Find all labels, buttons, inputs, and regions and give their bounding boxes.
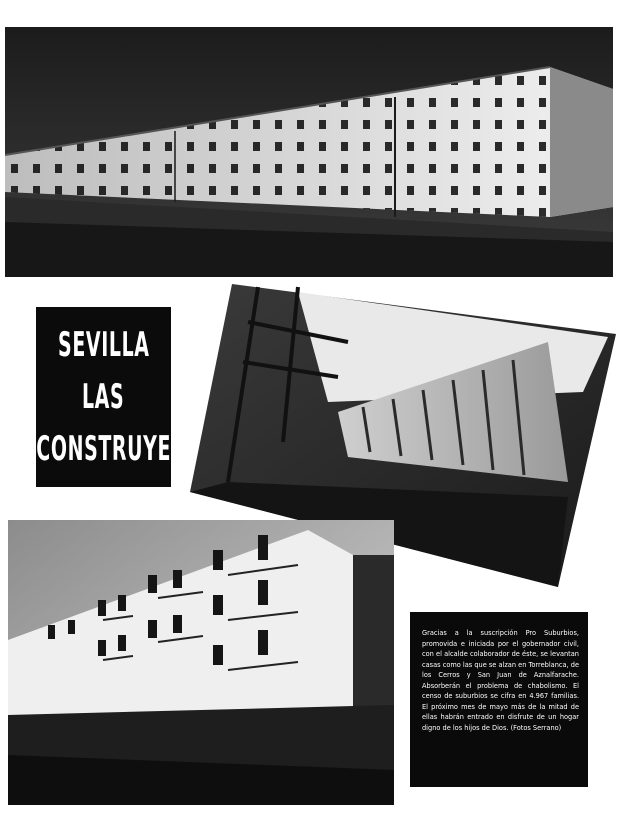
balcony-apartment-photo (8, 520, 394, 805)
long-apartment-block-photo (5, 27, 613, 277)
headline-block (36, 307, 171, 487)
caption-text: Gracias a la suscripción Pro Suburbios, promovida e iniciada por el gobernador civil, con el alcalde colaborador de éste, se levantan casas como las que se alzan en Torreblanca, de los Cerros y San Juan de Aznalfarache. Absorberán el problema de chabolismo. El censo de suburbios se cifra en 4.967 familias. El próximo mes de mayo más de la mitad de ellas habrán entrado en disfrute de un hogar digno de los hijos de Dios. (Fotos Serrano) (422, 629, 579, 732)
headline-line-2: LAS (82, 377, 125, 417)
headline-line-1: SEVILLA (57, 325, 150, 365)
caption-box (410, 612, 588, 787)
headline-line-3: CONSTRUYE (36, 429, 171, 469)
